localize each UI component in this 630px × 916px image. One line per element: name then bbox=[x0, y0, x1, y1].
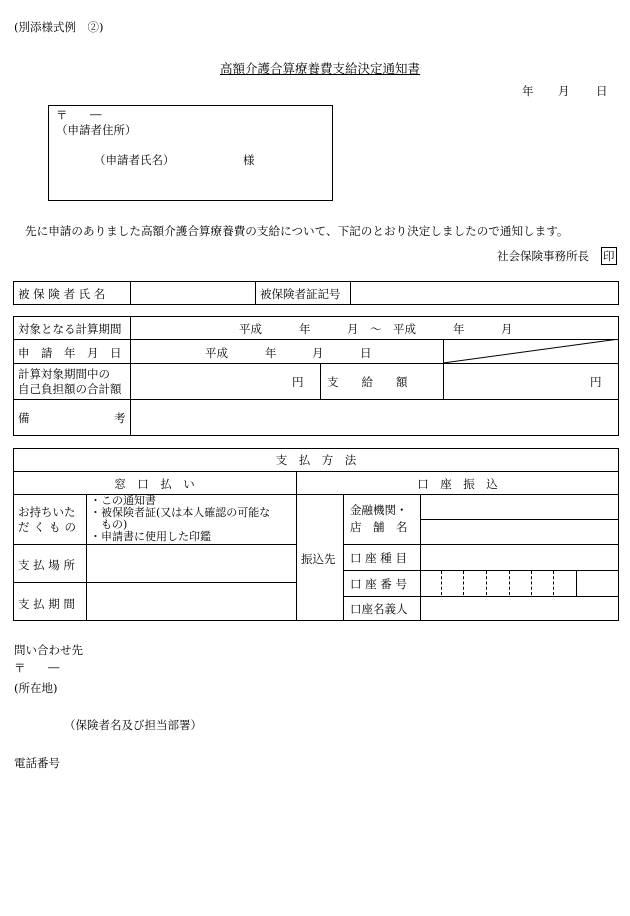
bring-item: ・この通知書 bbox=[90, 494, 156, 507]
period-to-month: 月 bbox=[501, 322, 513, 336]
bank-transfer-header: 口 座 振 込 bbox=[417, 477, 498, 491]
applicant-name-label: （申請者氏名） bbox=[94, 153, 175, 167]
bring-item: ・被保険者証(又は本人確認の可能な bbox=[90, 506, 271, 519]
contact-insurer-label: （保険者名及び担当部署） bbox=[64, 718, 202, 732]
period-from-month: 月 bbox=[347, 322, 359, 336]
insured-name-label: 被 保 険 者 氏 名 bbox=[18, 287, 106, 301]
apply-year: 年 bbox=[265, 346, 277, 360]
remarks-label-right: 考 bbox=[114, 411, 126, 425]
total-label-line2: 自己負担額の合計額 bbox=[18, 382, 122, 396]
date-month: 月 bbox=[558, 84, 570, 98]
window-payment-header: 窓 口 払 い bbox=[114, 477, 195, 491]
payment-method-title: 支 払 方 法 bbox=[275, 453, 357, 467]
contact-postal-dash: ― bbox=[48, 660, 60, 674]
insured-number-label: 被保険者証記号 bbox=[260, 287, 341, 301]
account-holder-label: 口座名義人 bbox=[350, 602, 408, 616]
apply-era: 平成 bbox=[205, 346, 228, 360]
postal-mark: 〒 bbox=[56, 108, 68, 122]
total-label-line1: 計算対象期間中の bbox=[18, 367, 110, 381]
total-unit: 円 bbox=[292, 375, 304, 389]
remarks-label-left: 備 bbox=[18, 411, 30, 425]
contact-location-label: (所在地) bbox=[14, 681, 58, 695]
bank-label-line2: 店 舗 名 bbox=[350, 520, 408, 534]
period-label: 対象となる計算期間 bbox=[18, 322, 122, 336]
payment-label: 支 給 額 bbox=[327, 375, 408, 389]
seal-mark: 印 bbox=[603, 249, 615, 263]
bank-label-line1: 金融機関・ bbox=[350, 503, 408, 517]
payment-period-label: 支 払 期 間 bbox=[18, 597, 75, 611]
transfer-to-label: 振込先 bbox=[301, 552, 336, 566]
bring-label-line1: お持ちいた bbox=[18, 505, 76, 519]
period-separator: ～ bbox=[370, 322, 382, 336]
apply-date-label: 申 請 年 月 日 bbox=[18, 346, 122, 360]
period-to-era: 平成 bbox=[393, 322, 416, 336]
issuer-name: 社会保険事務所長 bbox=[497, 249, 589, 263]
account-type-label: 口 座 種 目 bbox=[350, 551, 407, 565]
date-day: 日 bbox=[596, 84, 608, 98]
payment-place-label: 支 払 場 所 bbox=[18, 558, 75, 572]
contact-postal-mark: 〒 bbox=[14, 661, 26, 675]
contact-phone-label: 電話番号 bbox=[14, 756, 60, 770]
form-label: (別添様式例 ②) bbox=[14, 20, 104, 34]
postal-dash: ― bbox=[90, 107, 102, 121]
date-year: 年 bbox=[522, 84, 534, 98]
apply-day: 日 bbox=[360, 346, 372, 360]
bring-item: ・申請書に使用した印鑑 bbox=[90, 530, 211, 543]
period-from-era: 平成 bbox=[239, 322, 262, 336]
notice-body-text: 先に申請のありました高額介護合算療養費の支給について、下記のとおり決定しましたので通知します。 bbox=[25, 224, 569, 238]
document-title: 高額介護合算療養費支給決定通知書 bbox=[220, 61, 421, 76]
bring-label-line2: だくもの bbox=[18, 520, 80, 534]
apply-month: 月 bbox=[312, 346, 324, 360]
account-number-label: 口 座 番 号 bbox=[350, 577, 407, 591]
applicant-address-label: （申請者住所） bbox=[56, 123, 137, 137]
contact-heading: 問い合わせ先 bbox=[14, 643, 83, 657]
honorific: 様 bbox=[243, 153, 255, 167]
payment-unit: 円 bbox=[590, 375, 602, 389]
bring-item: もの) bbox=[90, 518, 128, 531]
period-from-year: 年 bbox=[299, 322, 311, 336]
diagonal-strike bbox=[443, 339, 619, 363]
period-to-year: 年 bbox=[453, 322, 465, 336]
